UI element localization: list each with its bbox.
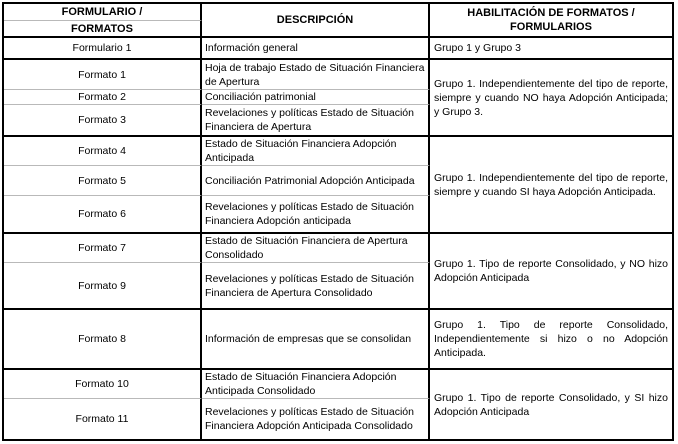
header-descripcion (202, 4, 430, 36)
descripcion-cell (202, 370, 430, 399)
descripcion-cell (202, 137, 430, 166)
formato-label: Formato 9 (78, 279, 126, 292)
descripcion-cell (202, 263, 430, 308)
table-section-formatos-1-3 (4, 60, 672, 137)
descripcion-text: Revelaciones y políticas Estado de Situación Financiera de Apertura Consolidado (205, 272, 414, 299)
descripcion-text: Revelaciones y políticas Estado de Situación Financiera Adopción Anticipada Consolidado (205, 406, 414, 432)
descripcion-text: Estado de Situación Financiera Adopción Anticipada (205, 138, 397, 164)
formato-cell (4, 399, 202, 439)
descripcion-cell (202, 60, 430, 90)
formato-cell (4, 105, 202, 135)
habilitacion-cell (430, 38, 672, 58)
descripcion-cell (202, 38, 430, 58)
habilitacion-cell (430, 137, 672, 232)
habilitacion-text: Grupo 1 y Grupo 3 (434, 42, 521, 54)
descripcion-cell (202, 166, 430, 196)
descripcion-cell (202, 90, 430, 105)
descripcion-text: Estado de Situación Financiera de Apertura Consolidado (205, 235, 408, 261)
formato-label: Formato 8 (78, 333, 126, 345)
descripcion-cell (202, 310, 430, 368)
habilitacion-cell (430, 60, 672, 135)
habilitacion-text: Grupo 1. Tipo de reporte Consolidado, y SI hizo Adopción Anticipada (434, 391, 668, 418)
formatos-habilitacion-table (2, 2, 674, 441)
formato-cell (4, 310, 202, 368)
formato-cell (4, 370, 202, 399)
formato-label: Formato 3 (78, 114, 126, 126)
habilitacion-text: Grupo 1. Independientemente del tipo de reporte, siempre y cuando SI haya Adopción Anticipada. (434, 171, 668, 198)
habilitacion-text: Grupo 1. Tipo de reporte Consolidado, Independientemente si hizo o no Adopción Anticipada. (434, 319, 668, 359)
descripcion-text: Información de empresas que se consolidan (205, 333, 412, 345)
header-col1-line2: FORMATOS (71, 22, 133, 35)
formato-label: Formulario 1 (72, 42, 132, 54)
formato-label: Formato 5 (78, 174, 126, 187)
header-col3-line1: HABILITACIÓN DE FORMATOS / (467, 7, 635, 19)
habilitacion-cell (430, 310, 672, 368)
descripcion-text: Hoja de trabajo Estado de Situación Financiera de Apertura (205, 61, 425, 88)
formato-cell (4, 38, 202, 58)
descripcion-text: Información general (205, 42, 298, 54)
formato-cell (4, 137, 202, 166)
descripcion-cell (202, 105, 430, 135)
table-section-formatos-4-6 (4, 137, 672, 234)
header-formulario-formatos (4, 4, 202, 21)
descripcion-cell (202, 399, 430, 439)
descripcion-cell (202, 234, 430, 263)
table-section-formato-8 (4, 310, 672, 370)
formato-cell (4, 166, 202, 196)
descripcion-text: Revelaciones y políticas Estado de Situación Financiera de Apertura (205, 107, 414, 133)
header-habilitacion (430, 4, 672, 36)
formato-cell (4, 90, 202, 105)
formato-label: Formato 7 (78, 242, 126, 254)
table-section-formatos-7-9 (4, 234, 672, 310)
formato-label: Formato 4 (78, 145, 126, 157)
descripcion-text: Revelaciones y políticas Estado de Situación Financiera Adopción anticipada (205, 201, 414, 227)
table-section-formulario-1 (4, 38, 672, 60)
formato-cell (4, 60, 202, 90)
formato-label: Formato 10 (75, 378, 129, 390)
table-header-row (4, 4, 672, 38)
descripcion-cell (202, 196, 430, 232)
header-col3-line2: FORMULARIOS (510, 21, 592, 33)
formato-label: Formato 6 (78, 208, 126, 220)
habilitacion-cell (430, 234, 672, 308)
habilitacion-text: Grupo 1. Tipo de reporte Consolidado, y NO hizo Adopción Anticipada (434, 258, 668, 284)
formato-label: Formato 2 (78, 91, 126, 103)
header-col2-label: DESCRIPCIÓN (276, 14, 354, 26)
formato-label: Formato 11 (75, 413, 129, 425)
header-formulario-formatos-line2 (4, 21, 202, 36)
habilitacion-text: Grupo 1. Independientemente del tipo de reporte, siempre y cuando NO haya Adopción Anticipada; y Grupo 3. (434, 77, 668, 118)
descripcion-text: Conciliación Patrimonial Adopción Anticipada (205, 174, 415, 187)
header-col1-line1: FORMULARIO / (61, 6, 143, 18)
descripcion-text: Conciliación patrimonial (205, 91, 316, 103)
formato-cell (4, 263, 202, 308)
table-section-formatos-10-11 (4, 370, 672, 439)
descripcion-text: Estado de Situación Financiera Adopción Anticipada Consolidado (205, 371, 397, 397)
formato-label: Formato 1 (78, 68, 126, 81)
formato-cell (4, 234, 202, 263)
formato-cell (4, 196, 202, 232)
habilitacion-cell (430, 370, 672, 439)
